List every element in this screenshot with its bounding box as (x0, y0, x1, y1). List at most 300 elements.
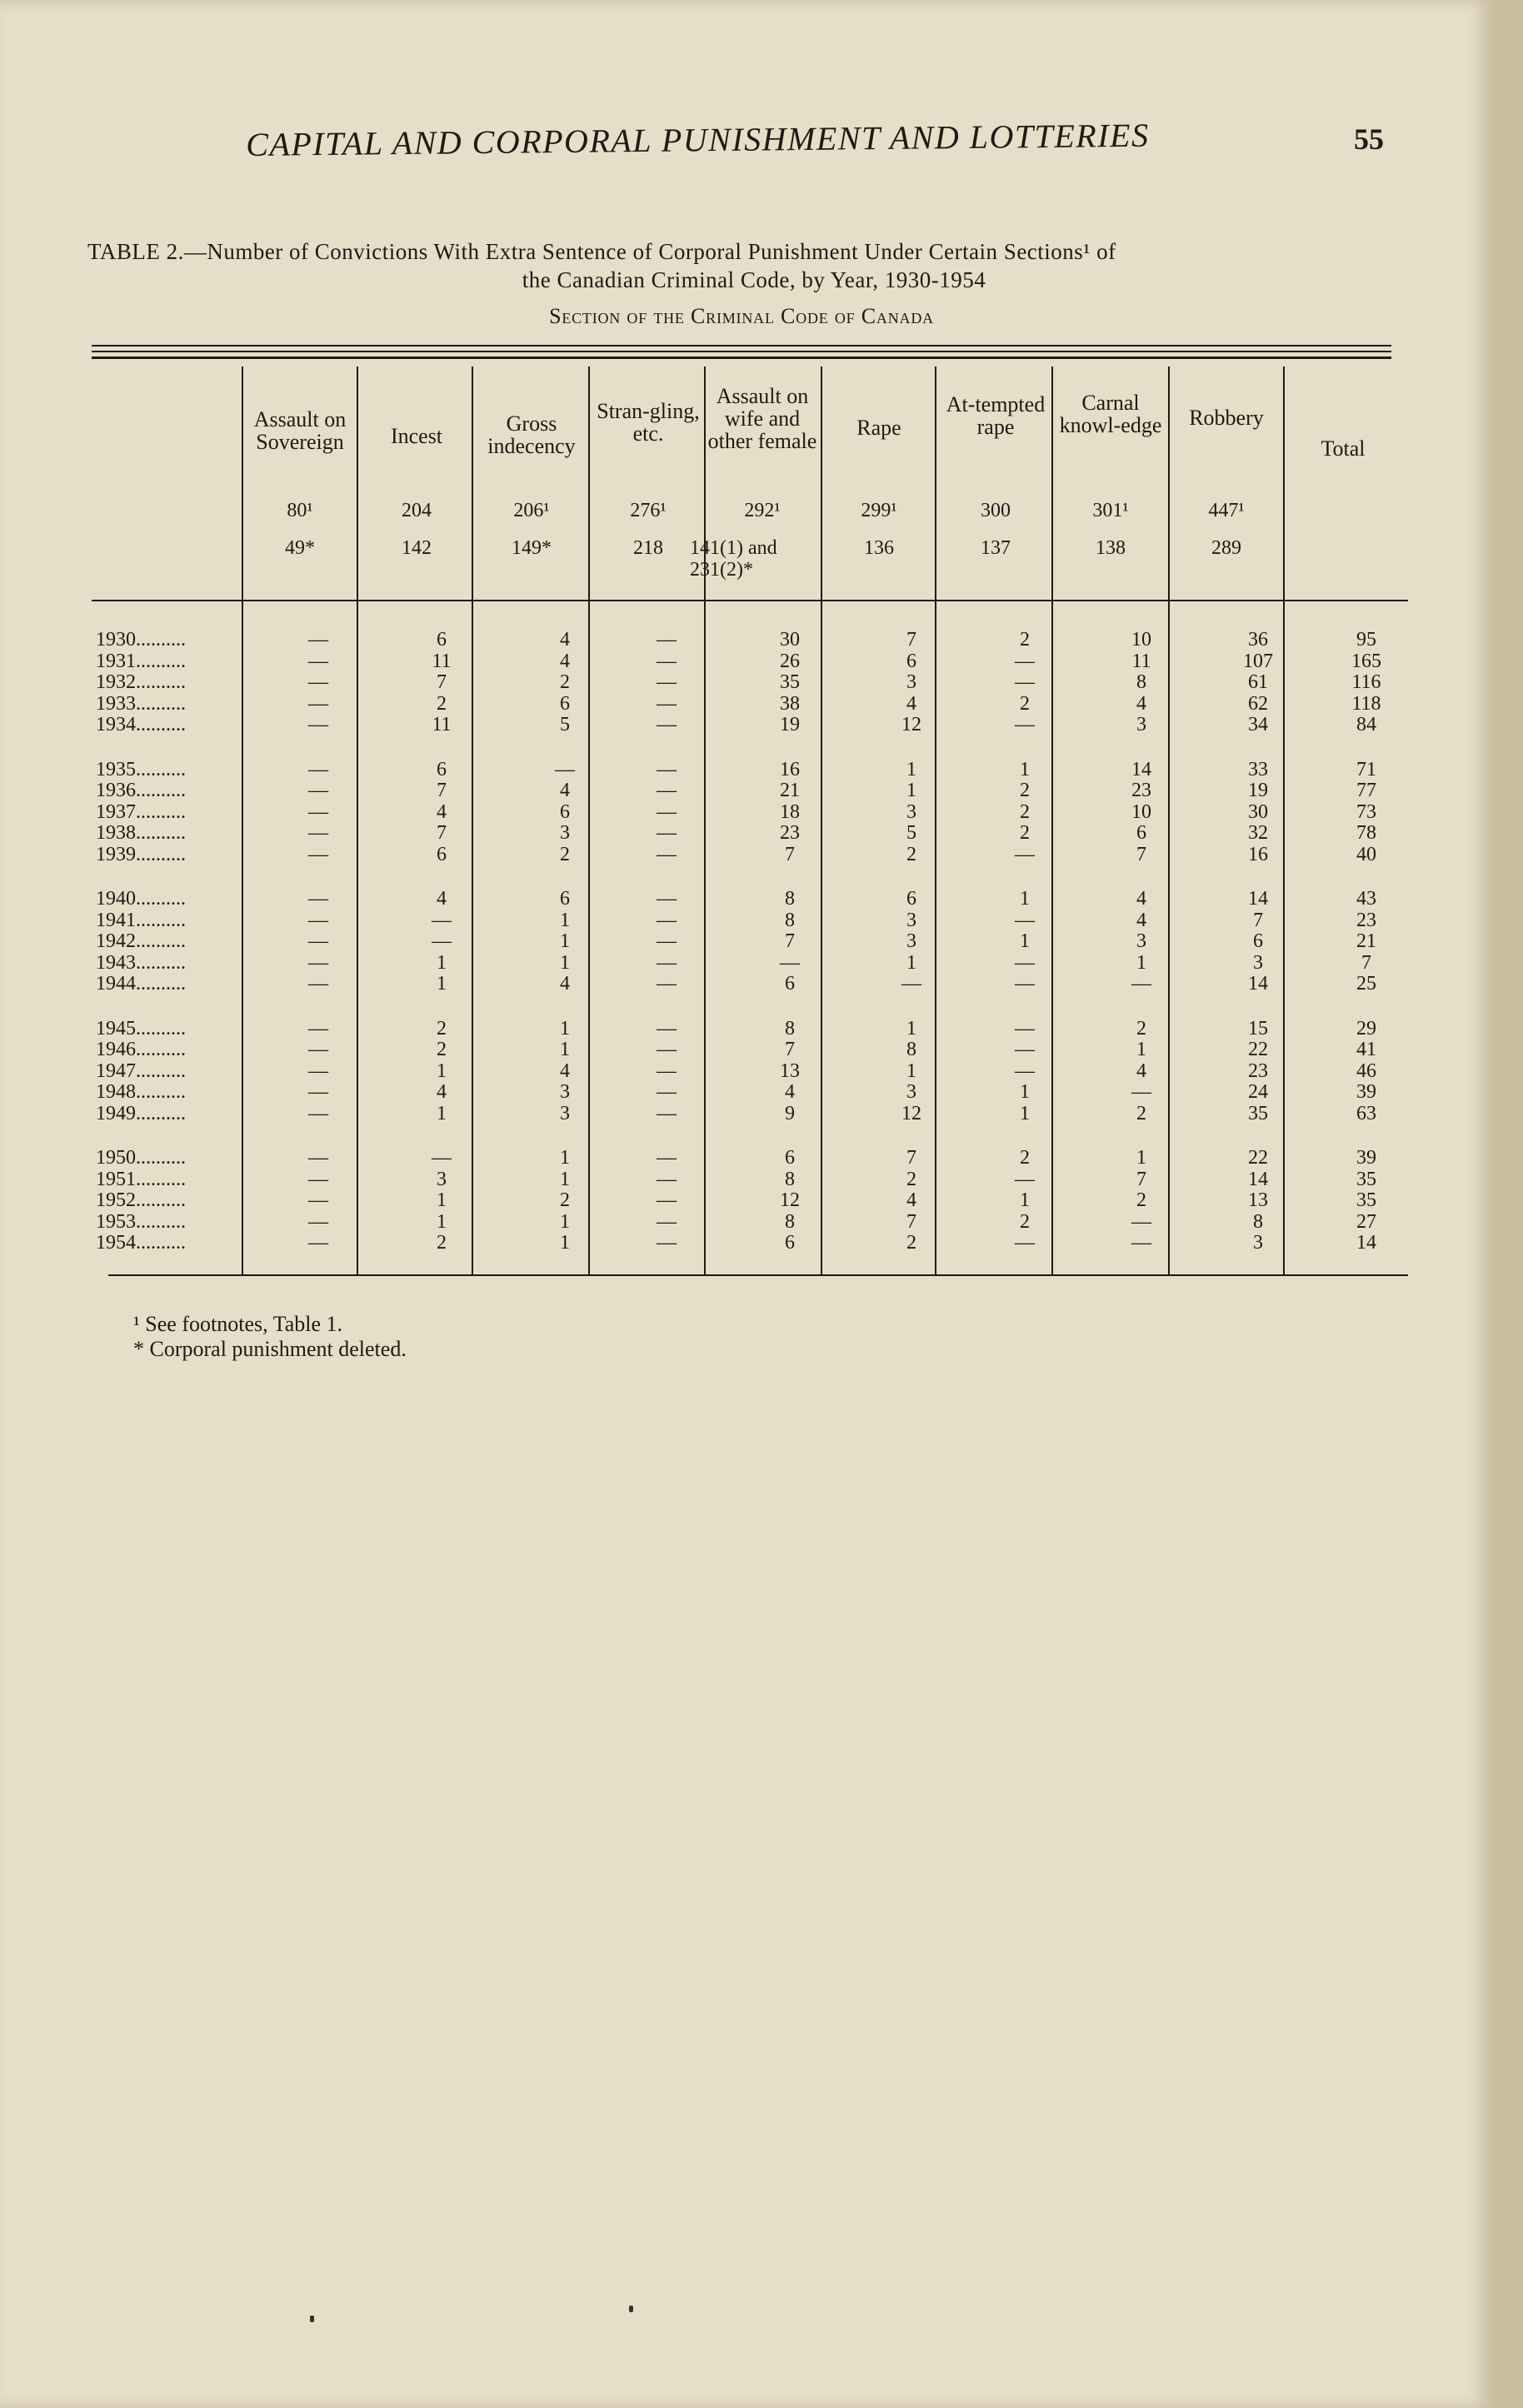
row-year-label: 1937 (96, 800, 136, 823)
table-cell: 35 (780, 671, 800, 693)
column-header: Gross indecency (487, 411, 576, 458)
table-cell: 1 (1020, 1081, 1030, 1103)
table-top-rule (92, 345, 1391, 346)
table-cell: 2 (1020, 1147, 1030, 1169)
table-cell: 95 (1356, 629, 1376, 651)
table-cell: 7 (785, 930, 795, 952)
table-cell: — (657, 888, 677, 910)
table-cell: 1 (906, 951, 916, 974)
table-cell: 4 (1136, 909, 1146, 931)
table-cell: — (1015, 843, 1035, 865)
table-cell: 1 (560, 930, 570, 952)
table-cell: — (1131, 1210, 1151, 1233)
table-cell: 4 (437, 1081, 447, 1103)
table-cell: — (901, 973, 921, 995)
row-year (96, 822, 254, 845)
table-cell: — (657, 1081, 677, 1103)
table-cell: — (308, 1210, 328, 1233)
row-year-label: 1931 (96, 650, 136, 672)
row-leader-dots: .......... (136, 800, 186, 823)
table-cell: 14 (1248, 973, 1268, 995)
section-heading: Section of the Criminal Code of Canada (549, 304, 934, 328)
table-cell: 7 (906, 1147, 916, 1169)
table-cell: 73 (1356, 800, 1376, 823)
table-cell: 41 (1356, 1039, 1376, 1060)
table-cell: — (657, 1147, 677, 1169)
new-code-cell: 137 (981, 537, 1011, 559)
table-cell: 1 (560, 1168, 570, 1190)
row-year-label: 1947 (96, 1059, 136, 1082)
table-cell: — (1131, 1081, 1151, 1103)
table-cell: — (308, 692, 328, 715)
table-cell: — (308, 909, 328, 931)
row-year (96, 693, 254, 715)
table-cell: 4 (1136, 692, 1146, 715)
table-cell: 12 (901, 714, 921, 735)
table-cell: 4 (560, 1059, 570, 1082)
table-cell: 13 (1248, 1189, 1268, 1211)
row-year-label: 1951 (96, 1168, 136, 1190)
row-year (96, 910, 254, 932)
table-cell: 1 (437, 973, 447, 995)
table-cell: — (308, 1017, 328, 1039)
table-cell: — (1015, 714, 1035, 735)
row-year-label: 1936 (96, 780, 136, 801)
table-cell: — (308, 930, 328, 952)
table-cell: 16 (780, 758, 800, 780)
table-cell: — (657, 800, 677, 823)
table-cell: 23 (1131, 780, 1151, 801)
row-leader-dots: .......... (136, 629, 186, 651)
new-code-cell: 136 (864, 537, 894, 559)
table-cell: — (432, 1147, 452, 1169)
old-code-cell: 447¹ (1208, 500, 1245, 521)
table-cell: — (1015, 1232, 1035, 1254)
table-cell: — (308, 888, 328, 910)
table-cell: 7 (1136, 843, 1146, 865)
table-cell: — (1131, 973, 1151, 995)
table-cell: 8 (785, 888, 795, 910)
row-leader-dots: .......... (136, 758, 186, 780)
table-cell: 11 (1131, 650, 1151, 672)
table-cell: 116 (1351, 671, 1381, 693)
table-cell: 6 (785, 1147, 795, 1169)
table-cell: 3 (906, 671, 916, 693)
table-cell: 26 (780, 650, 800, 672)
table-cell: 3 (1253, 1232, 1263, 1254)
table-cell: 63 (1356, 1102, 1376, 1124)
table-cell: — (308, 1081, 328, 1103)
row-year (96, 1232, 254, 1254)
table-cell: — (657, 629, 677, 651)
table-cell: 3 (906, 909, 916, 931)
table-cell: 62 (1248, 692, 1268, 715)
new-code-cell: 142 (402, 537, 432, 559)
page-edge (1491, 0, 1523, 2408)
table-cell: 38 (780, 692, 800, 715)
table-cell: — (308, 1102, 328, 1124)
table-cell: — (657, 650, 677, 672)
row-leader-dots: .......... (136, 1017, 186, 1039)
row-year-label: 1930 (96, 629, 136, 651)
new-code-cell: 149* (512, 537, 552, 559)
row-year (96, 1211, 254, 1234)
table-cell: 4 (437, 800, 447, 823)
page-number: 55 (1354, 122, 1384, 156)
table-cell: 7 (437, 780, 447, 801)
row-year (96, 888, 254, 910)
row-leader-dots: .......... (136, 1039, 186, 1060)
table-cell: 3 (906, 1081, 916, 1103)
table-cell: 6 (560, 888, 570, 910)
table-cell: 14 (1248, 1168, 1268, 1190)
table-cell: 11 (432, 714, 452, 735)
table-cell: — (1131, 1232, 1151, 1254)
table-cell: 4 (560, 650, 570, 672)
table-cell: — (1015, 1059, 1035, 1082)
table-cell: 7 (1253, 909, 1263, 931)
table-cell: — (657, 1102, 677, 1124)
old-code-cell: 299¹ (861, 500, 897, 521)
row-year (96, 1081, 254, 1104)
table-cell: 1 (1020, 888, 1030, 910)
table-cell: 2 (906, 843, 916, 865)
table-cell: 7 (906, 629, 916, 651)
row-year-label: 1950 (96, 1147, 136, 1169)
column-header: Total (1321, 436, 1366, 461)
table-cell: 14 (1248, 888, 1268, 910)
table-cell: 1 (906, 1059, 916, 1082)
table-cell: 2 (906, 1168, 916, 1190)
table-title-line2: the Canadian Criminal Code, by Year, 1930-1954 (522, 267, 986, 292)
table-cell: — (657, 1168, 677, 1190)
row-leader-dots: .......... (136, 1081, 186, 1103)
table-cell: 1 (560, 951, 570, 974)
table-cell: 3 (1136, 714, 1146, 735)
row-leader-dots: .......... (136, 671, 186, 693)
table-cell: — (780, 951, 800, 974)
table-cell: 1 (560, 1147, 570, 1169)
row-leader-dots: .......... (136, 888, 186, 910)
table-cell: 9 (785, 1102, 795, 1124)
table-cell: 4 (906, 692, 916, 715)
table-title (87, 237, 1421, 294)
table-title-line1: TABLE 2.—Number of Convictions With Extra Sentence of Corporal Punishment Under Certain Sections¹ of (87, 239, 1116, 264)
table-cell: 8 (785, 1210, 795, 1233)
row-year-label: 1935 (96, 758, 136, 780)
row-year (96, 671, 254, 694)
table-cell: 4 (560, 629, 570, 651)
old-code-cell: 292¹ (744, 500, 781, 521)
row-year (96, 1018, 254, 1040)
table-cell: 1 (1136, 951, 1146, 974)
table-cell: 1 (906, 1017, 916, 1039)
row-year-label: 1944 (96, 973, 136, 995)
table-cell: 12 (901, 1102, 921, 1124)
table-cell: 1 (906, 780, 916, 801)
table-cell: 7 (785, 843, 795, 865)
table-cell: 118 (1351, 692, 1381, 715)
table-cell: 4 (560, 780, 570, 801)
table-cell: 8 (785, 909, 795, 931)
table-cell: 2 (560, 1189, 570, 1211)
table-cell: 2 (1020, 822, 1030, 844)
table-cell: 77 (1356, 780, 1376, 801)
table-cell: 46 (1356, 1059, 1376, 1082)
running-head: CAPITAL AND CORPORAL PUNISHMENT AND LOTTERIES (246, 116, 1150, 163)
old-code-cell: 206¹ (513, 500, 550, 521)
table-cell: 6 (906, 888, 916, 910)
table-cell: 1 (437, 1102, 447, 1124)
table-cell: 6 (437, 758, 447, 780)
column-header: Robbery (1189, 406, 1264, 430)
table-cell: — (657, 1232, 677, 1254)
table-cell: 4 (785, 1081, 795, 1103)
table-cell: 30 (1248, 800, 1268, 823)
table-cell: 1 (560, 1210, 570, 1233)
row-leader-dots: .......... (136, 930, 186, 952)
table-cell: — (555, 758, 575, 780)
table-cell: — (657, 973, 677, 995)
table-cell: 7 (437, 671, 447, 693)
table-cell: 6 (1136, 822, 1146, 844)
row-year-label: 1948 (96, 1081, 136, 1103)
table-cell: 84 (1356, 714, 1376, 735)
table-cell: 2 (560, 843, 570, 865)
table-cell: 4 (1136, 1059, 1146, 1082)
table-cell: 7 (1361, 951, 1371, 974)
table-cell: 2 (1136, 1102, 1146, 1124)
table-cell: 6 (437, 843, 447, 865)
table-cell: — (308, 650, 328, 672)
header-rule (92, 600, 1408, 601)
row-year-label: 1939 (96, 843, 136, 865)
row-year-label: 1940 (96, 888, 136, 910)
table-cell: 16 (1248, 843, 1268, 865)
table-cell: 3 (906, 930, 916, 952)
table-cell: — (308, 758, 328, 780)
table-cell: 1 (1136, 1039, 1146, 1060)
table-cell: 6 (560, 800, 570, 823)
table-cell: 8 (785, 1017, 795, 1039)
table-cell: 1 (1020, 930, 1030, 952)
table-cell: 24 (1248, 1081, 1268, 1103)
table-cell: — (308, 822, 328, 844)
row-year-label: 1946 (96, 1039, 136, 1060)
table-cell: 22 (1248, 1147, 1268, 1169)
speck (310, 2316, 314, 2322)
table-cell: — (1015, 973, 1035, 995)
table-cell: 7 (1136, 1168, 1146, 1190)
table-cell: 6 (785, 1232, 795, 1254)
table-cell: 1 (560, 1232, 570, 1254)
row-year-label: 1954 (96, 1232, 136, 1254)
table-cell: 1 (1020, 1102, 1030, 1124)
table-cell: 23 (1356, 909, 1376, 931)
table-cell: 3 (560, 822, 570, 844)
row-year-label: 1953 (96, 1210, 136, 1233)
table-cell: 7 (785, 1039, 795, 1060)
table-cell: 2 (437, 1039, 447, 1060)
table-cell: — (1015, 1039, 1035, 1060)
row-year (96, 1039, 254, 1061)
table-cell: 1 (560, 1039, 570, 1060)
table-cell: — (1015, 650, 1035, 672)
table-cell: 33 (1248, 758, 1268, 780)
footnote-1: ¹ See footnotes, Table 1. (133, 1312, 342, 1336)
table-cell: 78 (1356, 822, 1376, 844)
table-cell: — (308, 671, 328, 693)
row-year-label: 1949 (96, 1102, 136, 1124)
footnotes (133, 1312, 407, 1362)
table-cell: 2 (1020, 692, 1030, 715)
table-cell: 6 (1253, 930, 1263, 952)
table-cell: — (432, 930, 452, 952)
row-year (96, 973, 254, 995)
column-header: Assault on Sovereign (253, 407, 347, 454)
row-year-label: 1933 (96, 692, 136, 715)
table-cell: — (657, 822, 677, 844)
table-cell: 21 (1356, 930, 1376, 952)
column-header: At-tempted rape (946, 392, 1046, 439)
table-cell: — (657, 909, 677, 931)
table-cell: 10 (1131, 800, 1151, 823)
table-cell: 2 (1136, 1189, 1146, 1211)
table-cell: 3 (560, 1102, 570, 1124)
row-leader-dots: .......... (136, 951, 186, 974)
row-year (96, 1169, 254, 1191)
table-cell: 35 (1356, 1168, 1376, 1190)
table-cell: — (308, 1147, 328, 1169)
table-cell: 14 (1131, 758, 1151, 780)
table-cell: — (657, 1017, 677, 1039)
old-code-cell: 300 (981, 500, 1011, 521)
row-leader-dots: .......... (136, 1102, 186, 1124)
table-cell: 4 (906, 1189, 916, 1211)
table-cell: — (657, 1039, 677, 1060)
table-cell: 39 (1356, 1147, 1376, 1169)
table-cell: — (308, 1189, 328, 1211)
row-year (96, 780, 254, 802)
table-cell: 2 (437, 1017, 447, 1039)
table-cell: 23 (780, 822, 800, 844)
table-cell: 7 (437, 822, 447, 844)
table-cell: — (308, 1232, 328, 1254)
row-leader-dots: .......... (136, 1210, 186, 1233)
table-cell: 8 (1136, 671, 1146, 693)
row-year (96, 714, 254, 736)
table-cell: — (308, 780, 328, 801)
column-header: Incest (390, 424, 443, 448)
table-cell: 3 (1253, 951, 1263, 974)
table-cell: 15 (1248, 1017, 1268, 1039)
column-header: Carnal knowl-edge (1059, 391, 1162, 437)
row-year (96, 952, 254, 975)
table-bottom-rule (108, 1274, 1408, 1276)
table-cell: 2 (1020, 780, 1030, 801)
table-cell: — (1015, 909, 1035, 931)
table-cell: 1 (1020, 758, 1030, 780)
table-cell: 10 (1131, 629, 1151, 651)
table-cell: — (432, 909, 452, 931)
row-year (96, 1189, 254, 1212)
table-cell: 107 (1243, 650, 1273, 672)
table-cell: 4 (560, 973, 570, 995)
row-leader-dots: .......... (136, 650, 186, 672)
table-top-rule (92, 356, 1391, 359)
row-leader-dots: .......... (136, 1232, 186, 1254)
table-cell: 2 (906, 1232, 916, 1254)
row-year (96, 801, 254, 824)
table-cell: — (657, 930, 677, 952)
table-cell: 1 (1136, 1147, 1146, 1169)
table-cell: 8 (785, 1168, 795, 1190)
new-code-cell: 289 (1211, 537, 1241, 559)
table-cell: 2 (560, 671, 570, 693)
table-cell: 39 (1356, 1081, 1376, 1103)
table-cell: — (308, 714, 328, 735)
row-year-label: 1941 (96, 909, 136, 931)
table-cell: 4 (1136, 888, 1146, 910)
row-year (96, 930, 254, 953)
table-cell: 23 (1248, 1059, 1268, 1082)
table-cell: 29 (1356, 1017, 1376, 1039)
table-cell: — (1015, 671, 1035, 693)
table-cell: 3 (560, 1081, 570, 1103)
table-cell: — (657, 692, 677, 715)
table-cell: — (657, 758, 677, 780)
table-cell: — (657, 671, 677, 693)
table-cell: 1 (560, 909, 570, 931)
table-cell: 8 (1253, 1210, 1263, 1233)
table-cell: 19 (780, 714, 800, 735)
table-cell: — (657, 951, 677, 974)
table-cell: 14 (1356, 1232, 1376, 1254)
table-cell: 27 (1356, 1210, 1376, 1233)
table-cell: 1 (437, 951, 447, 974)
table-cell: 2 (1020, 1210, 1030, 1233)
table-cell: 3 (437, 1168, 447, 1190)
table-cell: 6 (785, 973, 795, 995)
row-leader-dots: .......... (136, 843, 186, 865)
row-leader-dots: .......... (136, 1168, 186, 1190)
table-cell: 32 (1248, 822, 1268, 844)
table-cell: 13 (780, 1059, 800, 1082)
new-code-cell: 138 (1096, 537, 1126, 559)
row-leader-dots: .......... (136, 1189, 186, 1211)
table-cell: 3 (906, 800, 916, 823)
row-year-label: 1932 (96, 671, 136, 693)
table-cell: 19 (1248, 780, 1268, 801)
row-year-label: 1945 (96, 1017, 136, 1039)
table-cell: 18 (780, 800, 800, 823)
table-cell: 71 (1356, 758, 1376, 780)
table-cell: 1 (906, 758, 916, 780)
table-cell: 1 (437, 1059, 447, 1082)
row-leader-dots: .......... (136, 1147, 186, 1169)
table-cell: 6 (560, 692, 570, 715)
table-cell: — (657, 1059, 677, 1082)
column-header: Rape (856, 416, 901, 440)
table-cell: — (308, 1059, 328, 1082)
speck (629, 2306, 633, 2312)
table-cell: 8 (906, 1039, 916, 1060)
table-cell: 21 (780, 780, 800, 801)
table-cell: — (308, 1168, 328, 1190)
row-year (96, 844, 254, 866)
table-cell: 3 (1136, 930, 1146, 952)
row-leader-dots: .......... (136, 973, 186, 995)
